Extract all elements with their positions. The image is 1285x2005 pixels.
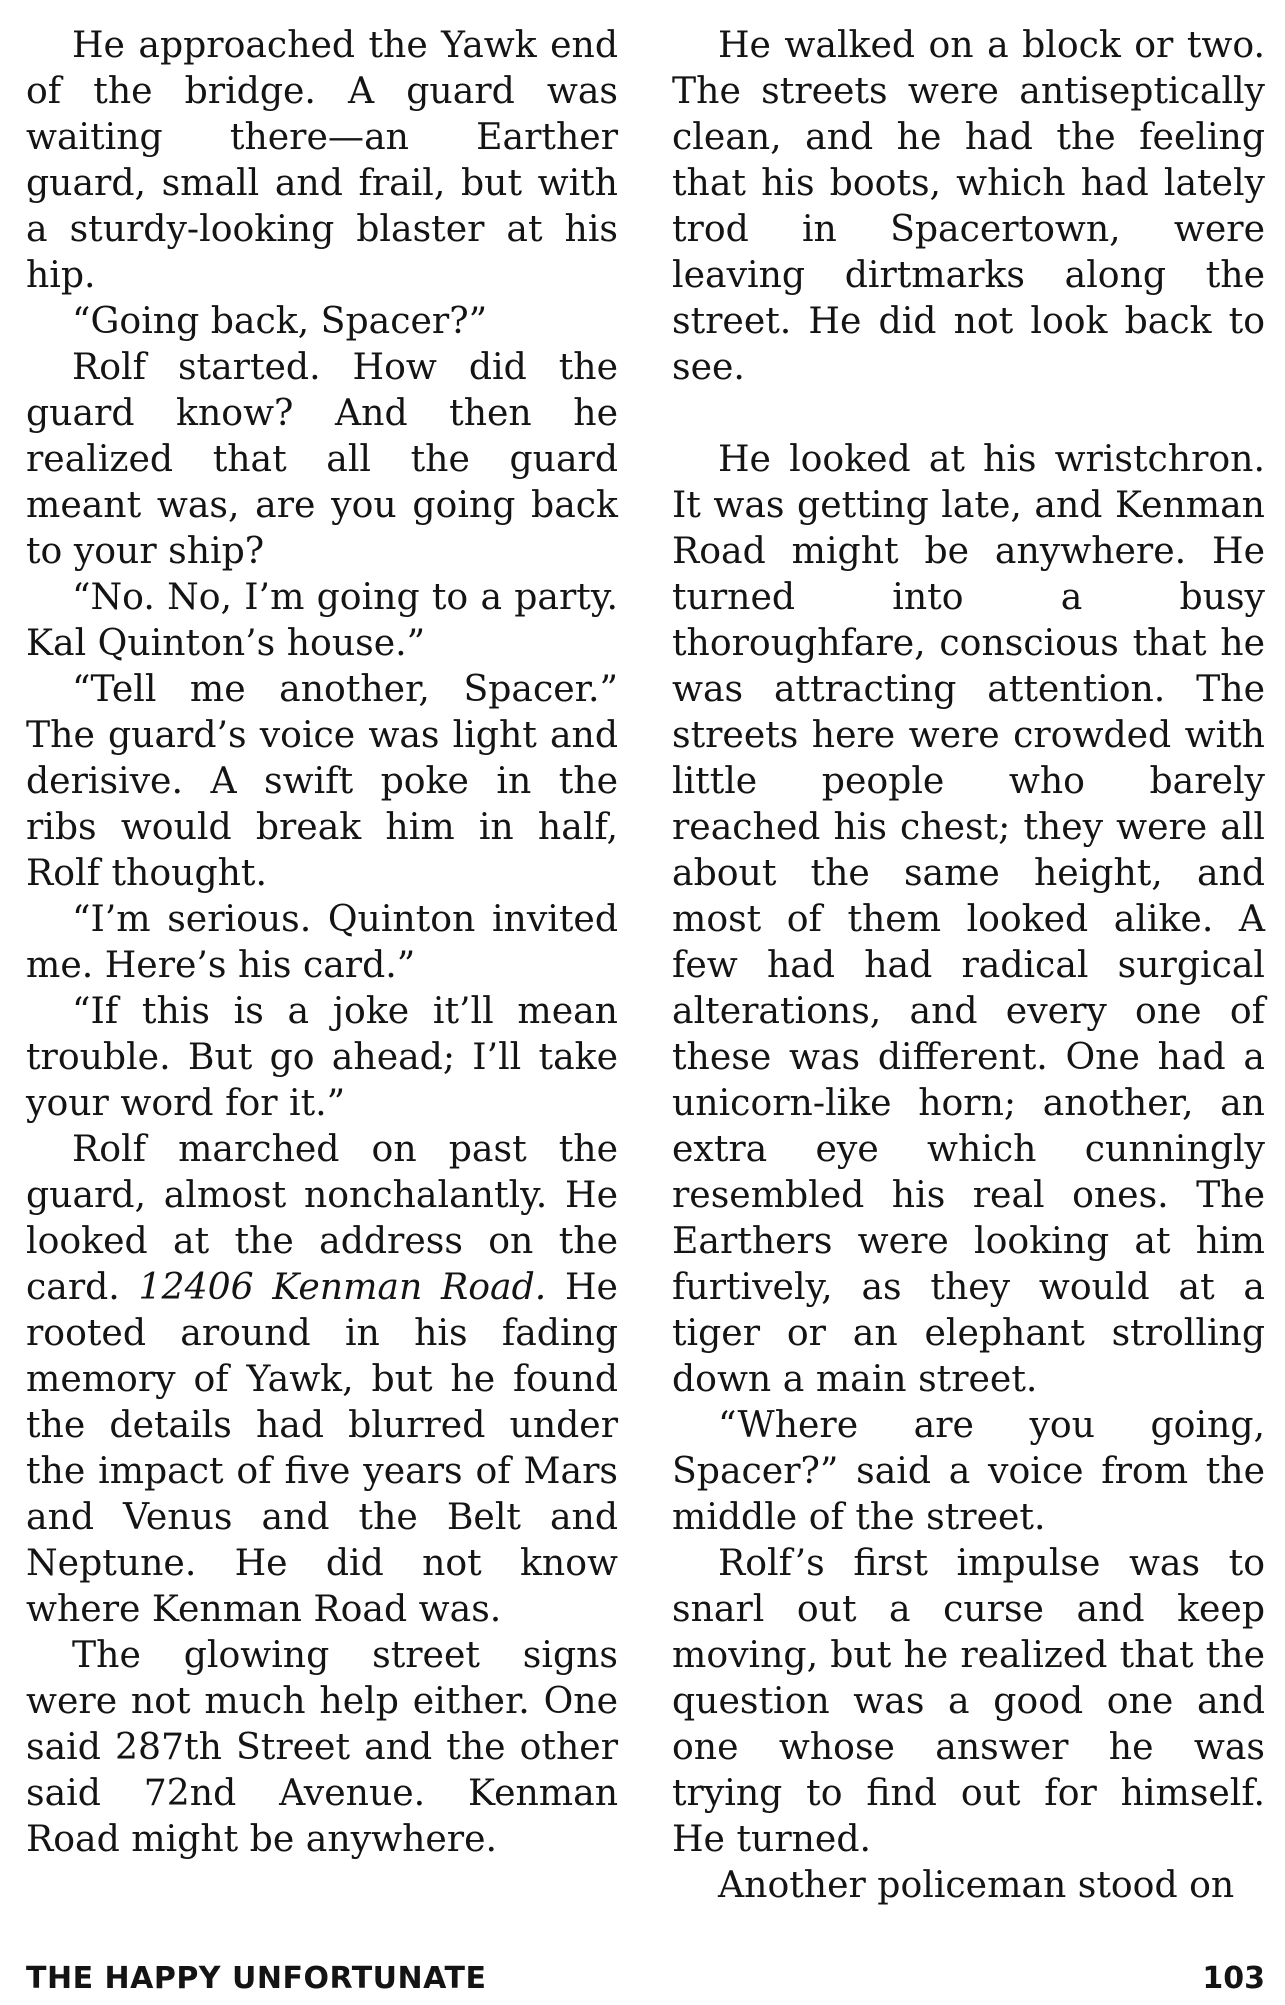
- paragraph: Another policeman stood on: [718, 1863, 1235, 1906]
- paragraph: “No. No, I’m going to a party. Kal Quinton’s house.”: [26, 575, 618, 664]
- address-italic: 12406 Kenman Road.: [138, 1265, 547, 1308]
- page-number: 103: [1202, 1961, 1265, 1996]
- running-title: THE HAPPY UNFORTUNATE: [26, 1961, 487, 1996]
- paragraph: Rolf’s first impulse was to snarl out a curse and keep moving, but he realized that the question was a good one and one whose answer he was trying to find out for himself. He turned.: [672, 1541, 1265, 1860]
- paragraph: “Tell me another, Spacer.” The guard’s voice was light and derisive. A swift poke in the ribs would break him in half, Rolf thought.: [26, 667, 618, 894]
- paragraph-text: He rooted around in his fading memory of Yawk, but he found the details had blurred under the impact of five years of Mars and Venus and the Belt and Neptune. He did not know where Kenman Road was.: [26, 1265, 618, 1630]
- left-text-column: [26, 22, 618, 1862]
- paragraph: The glowing street signs were not much help either. One said 287th Street and the other said 72nd Avenue. Kenman Road might be anywhere.: [26, 1633, 618, 1860]
- paragraph: “I’m serious. Quinton invited me. Here’s his card.”: [26, 897, 618, 986]
- paragraph: “Where are you going, Spacer?” said a voice from the middle of the street.: [672, 1403, 1265, 1538]
- paragraph-text: Rolf marched on past the guard, almost nonchalantly. He looked at the address on the card.: [26, 1127, 618, 1308]
- paragraph: He approached the Yawk end of the bridge. A guard was waiting there—an Earther guard, small and frail, but with a sturdy-looking blaster at his hip.: [26, 23, 618, 296]
- paragraph: He walked on a block or two. The streets were antiseptically clean, and he had the feeling that his boots, which had lately trod in Spacertown, were leaving dirtmarks along the street. He did not look back to see.: [672, 23, 1265, 388]
- paragraph: Rolf started. How did the guard know? And then he realized that all the guard meant was, are you going back to your ship?: [26, 345, 618, 572]
- paragraph: “Going back, Spacer?”: [72, 299, 488, 342]
- paragraph: He looked at his wristchron. It was getting late, and Kenman Road might be anywhere. He turned into a busy thoroughfare, conscious that he was attracting attention. The streets here were crowded with little people who barely reached his chest; they were all about the same height, and most of them looked alike. A few had had radical surgical alterations, and every one of these was different. One had a unicorn-like horn; another, an extra eye which cunningly resembled his real ones. The Earthers were looking at him furtively, as they would at a tiger or an elephant strolling down a main street.: [672, 437, 1265, 1400]
- right-text-column: [672, 22, 1265, 1908]
- paragraph-with-address: [26, 1126, 618, 1632]
- paragraph: “If this is a joke it’ll mean trouble. But go ahead; I’ll take your word for it.”: [26, 989, 618, 1124]
